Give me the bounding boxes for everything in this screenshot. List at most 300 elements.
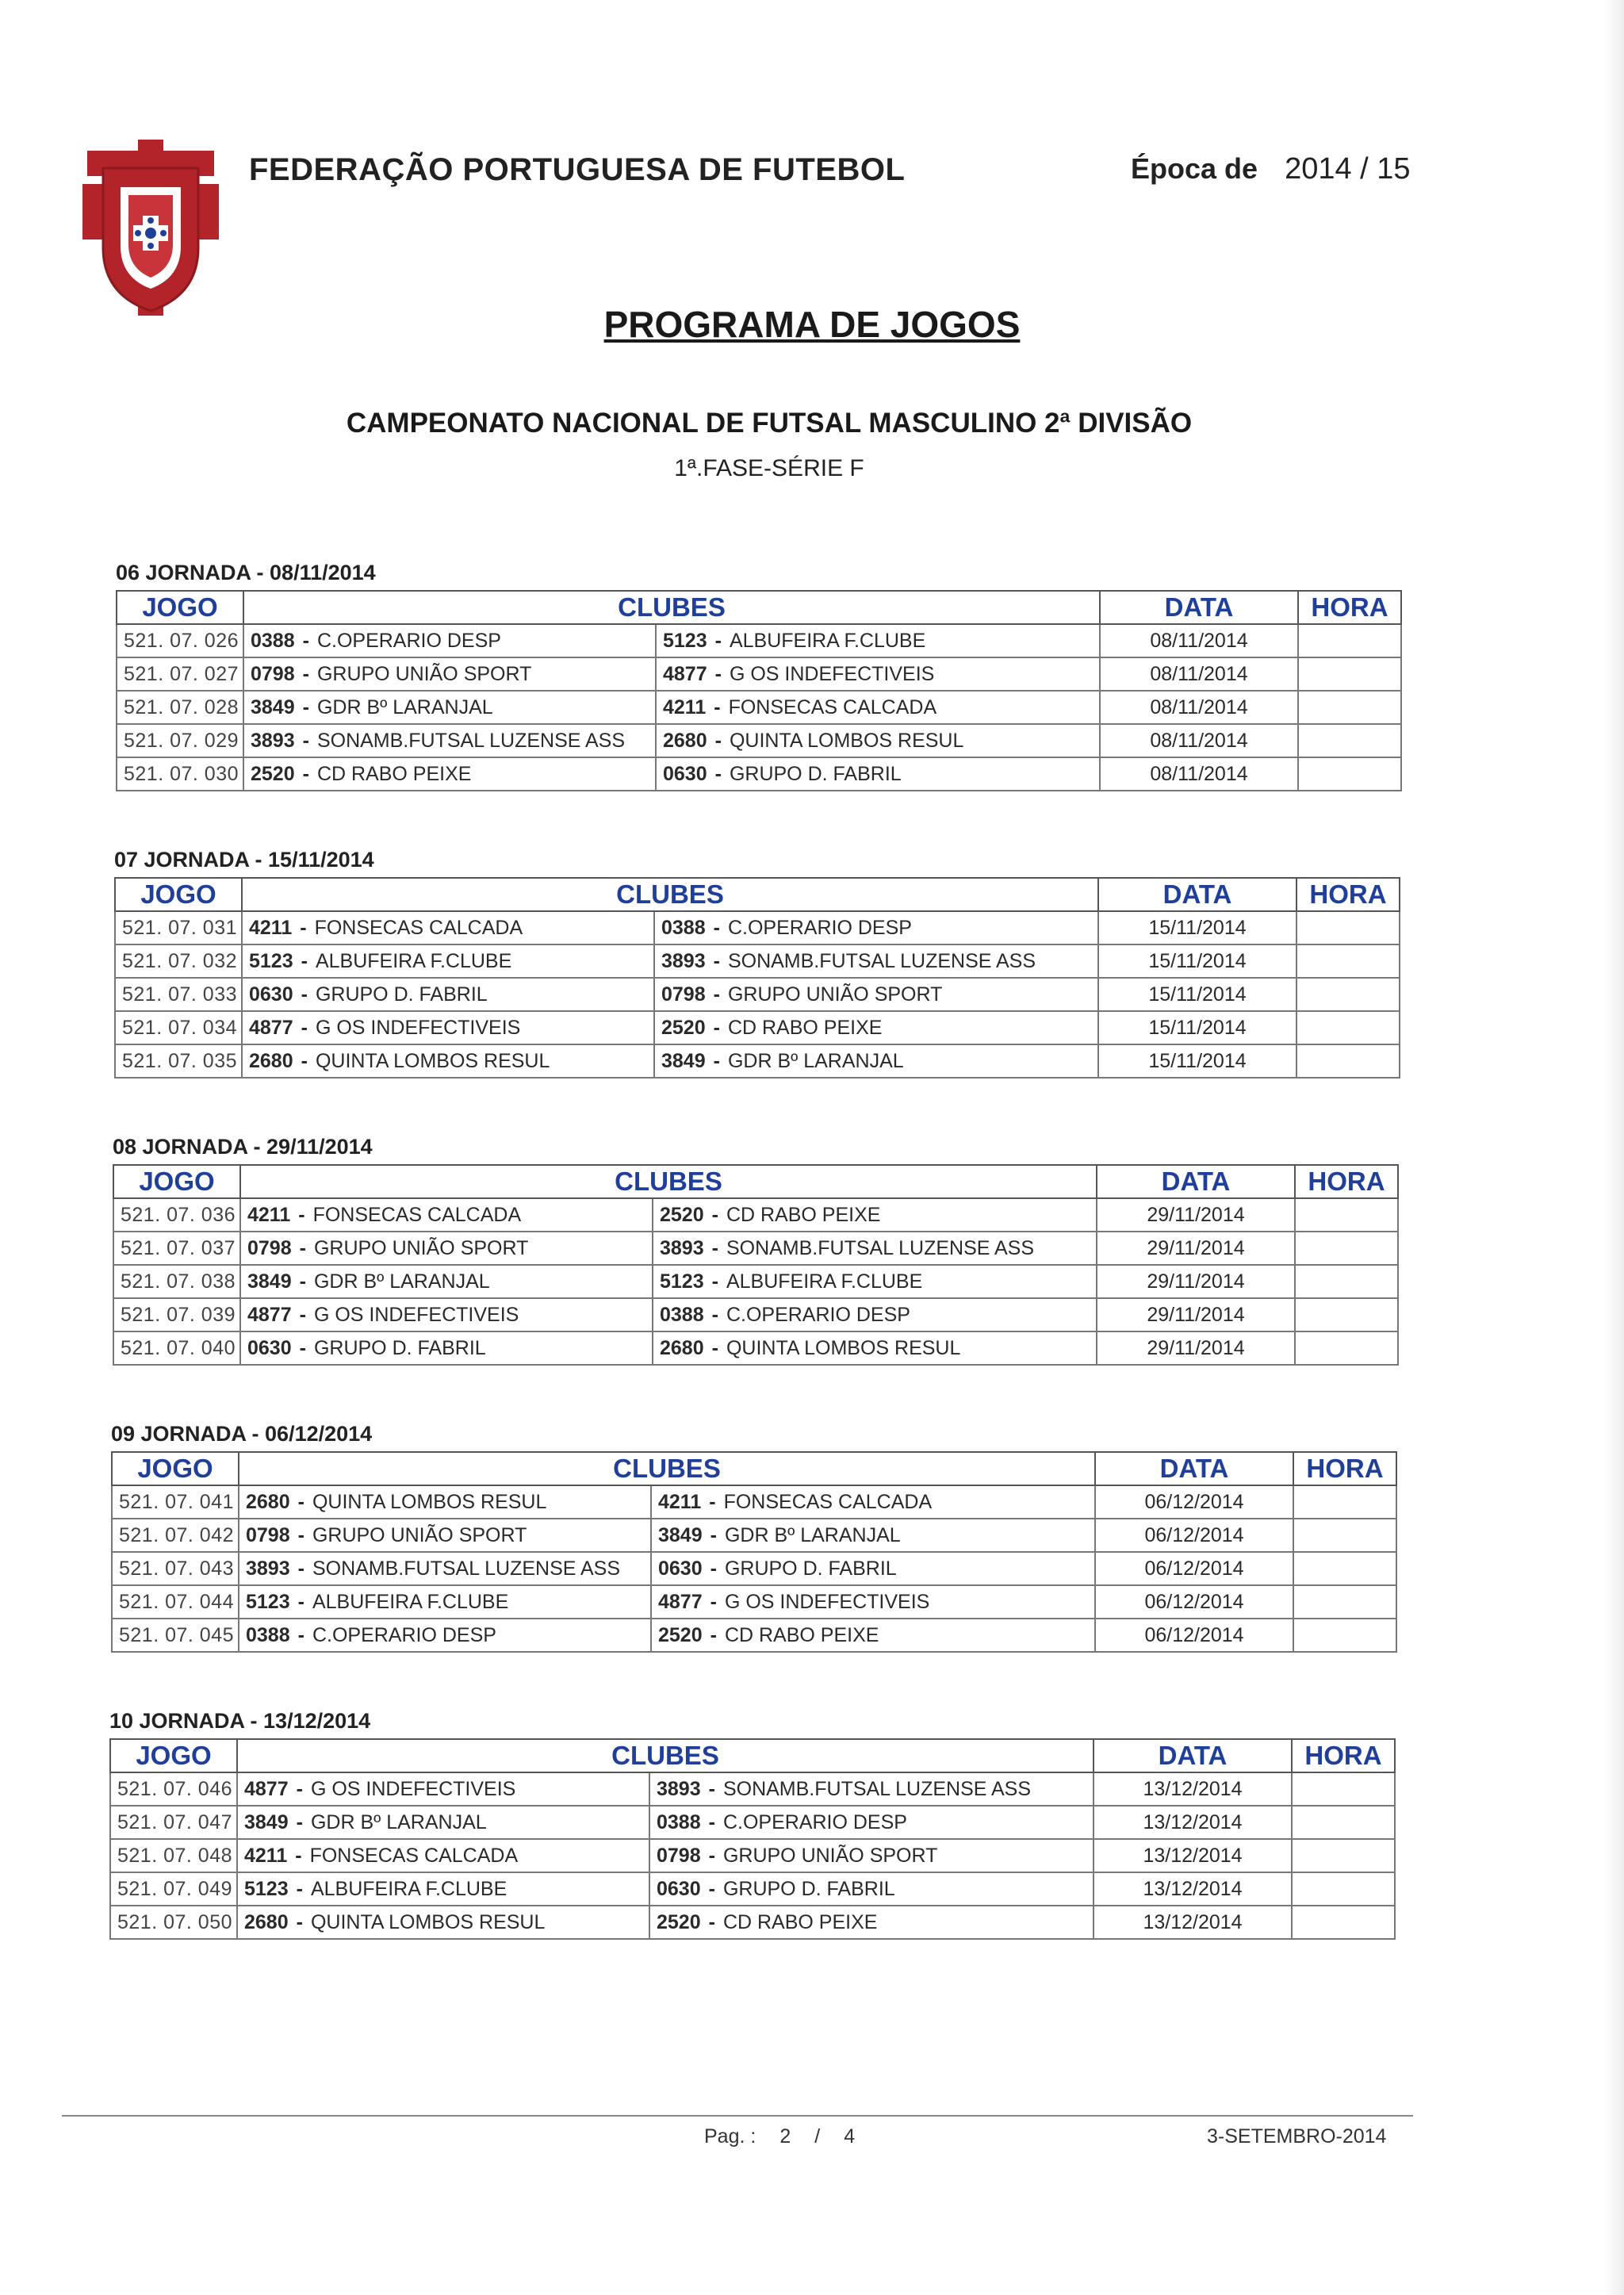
table-row [117,724,1401,757]
home-team-code: 4211 [247,1204,291,1226]
game-time [1295,1331,1398,1365]
home-team-name: QUINTA LOMBOS RESUL [312,1491,547,1513]
game-date: 08/11/2014 [1100,757,1298,791]
away-team-name: CD RABO PEIXE [724,1624,879,1646]
away-team-name: QUINTA LOMBOS RESUL [729,730,964,752]
game-time [1297,1044,1400,1078]
col-header-data: DATA [1098,878,1297,911]
season-label: Época de [1131,152,1258,185]
away-team-cell [654,1011,1098,1044]
home-team-name: GDR Bº LARANJAL [310,1811,487,1833]
home-team-cell [242,1011,654,1044]
away-team-cell [649,1872,1094,1906]
round-heading: 07 JORNADA - 15/11/2014 [114,848,374,872]
home-team-cell [240,1331,653,1365]
season [1131,152,1411,186]
game-time [1293,1519,1396,1552]
home-team-code: 0630 [247,1337,292,1359]
round-section [109,1703,1394,1940]
game-id: 521. 07. 038 [113,1265,240,1298]
game-time [1297,911,1400,944]
away-team-name: GDR Bº LARANJAL [727,1050,904,1072]
game-date: 08/11/2014 [1100,724,1298,757]
home-team-name: FONSECAS CALCADA [312,1204,522,1226]
col-header-clubes: CLUBES [237,1739,1094,1772]
away-team-cell [656,724,1100,757]
dash-separator: - [711,1270,718,1293]
fixtures-table [109,1738,1396,1940]
round-section [116,555,1400,791]
table-row [117,757,1401,791]
home-team-cell [240,1198,653,1232]
home-team-name: GRUPO D. FABRIL [315,983,488,1006]
dash-separator: - [711,1337,718,1359]
away-team-code: 2520 [657,1911,701,1933]
game-id: 521. 07. 039 [113,1298,240,1331]
away-team-code: 0798 [657,1845,701,1867]
game-time [1292,1772,1395,1806]
game-date: 13/12/2014 [1094,1806,1292,1839]
game-time [1297,978,1400,1011]
col-header-jogo: JOGO [117,591,243,624]
home-team-cell [243,657,656,691]
away-team-name: CD RABO PEIXE [722,1911,878,1933]
away-team-name: C.OPERARIO DESP [726,1304,910,1326]
away-team-code: 3893 [657,1778,701,1800]
dash-separator: - [708,1911,715,1933]
away-team-cell [654,944,1098,978]
away-team-code: 2680 [663,730,707,752]
home-team-cell [239,1552,651,1585]
table-row [113,1198,1398,1232]
game-id: 521. 07. 035 [115,1044,242,1078]
game-date: 15/11/2014 [1098,944,1297,978]
game-id: 521. 07. 032 [115,944,242,978]
away-team-cell [654,1044,1098,1078]
away-team-code: 0388 [661,917,706,939]
dash-separator: - [713,1017,720,1039]
dash-separator: - [296,1911,303,1933]
home-team-code: 0630 [249,983,293,1006]
home-team-name: ALBUFEIRA F.CLUBE [310,1878,508,1900]
dash-separator: - [302,763,309,785]
away-team-cell [656,657,1100,691]
away-team-name: SONAMB.FUTSAL LUZENSE ASS [726,1237,1035,1259]
home-team-cell [237,1772,649,1806]
away-team-code: 0388 [657,1811,701,1833]
col-header-hora: HORA [1295,1165,1398,1198]
col-header-hora: HORA [1297,878,1400,911]
game-time [1298,624,1401,657]
home-team-cell [239,1585,651,1619]
dash-separator: - [708,1811,715,1833]
home-team-name: FONSECAS CALCADA [309,1845,519,1867]
away-team-cell [653,1265,1097,1298]
game-id: 521. 07. 046 [110,1772,237,1806]
home-team-name: GRUPO UNIÃO SPORT [316,663,532,685]
home-team-name: GRUPO UNIÃO SPORT [312,1524,527,1546]
col-header-jogo: JOGO [113,1165,240,1198]
away-team-code: 0388 [660,1304,704,1326]
away-team-name: GRUPO UNIÃO SPORT [722,1845,938,1867]
game-id: 521. 07. 041 [112,1485,239,1519]
home-team-code: 4211 [249,917,293,939]
home-team-name: GRUPO D. FABRIL [313,1337,486,1359]
round-heading: 08 JORNADA - 29/11/2014 [113,1135,373,1159]
round-section [114,842,1399,1079]
away-team-code: 4211 [663,696,707,718]
home-team-code: 4211 [244,1845,288,1867]
table-header-row [117,591,1401,624]
round-heading: 06 JORNADA - 08/11/2014 [116,561,376,584]
col-header-hora: HORA [1293,1452,1396,1485]
game-id: 521. 07. 047 [110,1806,237,1839]
away-team-name: G OS INDEFECTIVEIS [729,663,935,685]
game-date: 06/12/2014 [1095,1619,1293,1652]
game-date: 06/12/2014 [1095,1552,1293,1585]
game-date: 29/11/2014 [1097,1198,1295,1232]
home-team-cell [237,1872,649,1906]
dash-separator: - [297,1491,304,1513]
dash-separator: - [301,1050,308,1072]
game-date: 15/11/2014 [1098,978,1297,1011]
home-team-code: 0798 [251,663,295,685]
dash-separator: - [300,917,307,939]
game-time [1295,1232,1398,1265]
game-id: 521. 07. 033 [115,978,242,1011]
game-id: 521. 07. 043 [112,1552,239,1585]
dash-separator: - [711,1204,718,1226]
game-time [1293,1585,1396,1619]
away-team-name: CD RABO PEIXE [727,1017,883,1039]
game-time [1298,691,1401,724]
table-header-row [110,1739,1395,1772]
away-team-code: 0630 [657,1878,701,1900]
dash-separator: - [298,1204,305,1226]
away-team-cell [656,624,1100,657]
game-id: 521. 07. 050 [110,1906,237,1939]
game-date: 29/11/2014 [1097,1331,1295,1365]
home-team-code: 0388 [246,1624,290,1646]
col-header-clubes: CLUBES [243,591,1100,624]
away-team-code: 3849 [658,1524,703,1546]
away-team-cell [649,1906,1094,1939]
home-team-cell [239,1485,651,1519]
home-team-name: QUINTA LOMBOS RESUL [310,1911,546,1933]
table-header-row [112,1452,1396,1485]
away-team-code: 4877 [663,663,707,685]
table-row [110,1772,1395,1806]
table-row [110,1839,1395,1872]
home-team-name: ALBUFEIRA F.CLUBE [315,950,512,972]
away-team-cell [653,1331,1097,1365]
dash-separator: - [714,730,722,752]
competition-name: CAMPEONATO NACIONAL DE FUTSAL MASCULINO 2ª DIVISÃO [346,408,1193,439]
col-header-clubes: CLUBES [239,1452,1095,1485]
home-team-code: 0388 [251,630,295,652]
game-date: 13/12/2014 [1094,1839,1292,1872]
game-date: 13/12/2014 [1094,1772,1292,1806]
away-team-name: GRUPO D. FABRIL [724,1557,897,1580]
game-date: 06/12/2014 [1095,1585,1293,1619]
table-row [115,911,1400,944]
dash-separator: - [713,917,720,939]
table-header-row [113,1165,1398,1198]
home-team-code: 4877 [249,1017,293,1039]
away-team-name: FONSECAS CALCADA [723,1491,933,1513]
home-team-cell [243,757,656,791]
dash-separator: - [709,1491,716,1513]
home-team-code: 5123 [249,950,293,972]
away-team-name: GRUPO D. FABRIL [729,763,902,785]
home-team-code: 3893 [251,730,295,752]
footer-divider [62,2115,1413,2117]
dash-separator: - [713,950,720,972]
game-time [1292,1839,1395,1872]
home-team-name: C.OPERARIO DESP [316,630,501,652]
home-team-name: G OS INDEFECTIVEIS [315,1017,521,1039]
home-team-code: 5123 [246,1591,290,1613]
home-team-name: SONAMB.FUTSAL LUZENSE ASS [312,1557,621,1580]
round-section [111,1416,1396,1653]
away-team-cell [651,1619,1095,1652]
fixtures-table [111,1451,1397,1653]
home-team-cell [239,1519,651,1552]
home-team-name: GDR Bº LARANJAL [313,1270,490,1293]
away-team-name: ALBUFEIRA F.CLUBE [729,630,926,652]
away-team-code: 2520 [658,1624,703,1646]
game-time [1293,1485,1396,1519]
dash-separator: - [710,1524,717,1546]
away-team-name: ALBUFEIRA F.CLUBE [726,1270,923,1293]
away-team-cell [649,1839,1094,1872]
game-date: 29/11/2014 [1097,1232,1295,1265]
away-team-name: C.OPERARIO DESP [722,1811,907,1833]
document-title: PROGRAMA DE JOGOS [603,304,1021,345]
fixtures-table [114,877,1400,1079]
dash-separator: - [714,630,722,652]
round-section [113,1129,1397,1366]
home-team-cell [242,978,654,1011]
game-date: 08/11/2014 [1100,691,1298,724]
game-id: 521. 07. 028 [117,691,243,724]
round-heading: 09 JORNADA - 06/12/2014 [111,1422,373,1446]
col-header-jogo: JOGO [112,1452,239,1485]
home-team-name: C.OPERARIO DESP [312,1624,496,1646]
away-team-code: 5123 [660,1270,704,1293]
game-date: 08/11/2014 [1100,624,1298,657]
away-team-name: QUINTA LOMBOS RESUL [726,1337,961,1359]
dash-separator: - [297,1557,304,1580]
home-team-cell [243,724,656,757]
dash-separator: - [302,630,309,652]
game-time [1293,1552,1396,1585]
table-row [110,1872,1395,1906]
table-row [117,691,1401,724]
home-team-code: 5123 [244,1878,289,1900]
away-team-cell [651,1485,1095,1519]
game-date: 06/12/2014 [1095,1485,1293,1519]
table-row [115,944,1400,978]
away-team-code: 4211 [658,1491,702,1513]
away-team-code: 2680 [660,1337,704,1359]
page-label: Pag. : [704,2125,756,2147]
away-team-code: 0630 [663,763,707,785]
page-total: 4 [844,2125,856,2147]
game-id: 521. 07. 048 [110,1839,237,1872]
dash-separator: - [711,1304,718,1326]
away-team-name: SONAMB.FUTSAL LUZENSE ASS [727,950,1036,972]
game-id: 521. 07. 044 [112,1585,239,1619]
game-id: 521. 07. 029 [117,724,243,757]
table-row [110,1906,1395,1939]
dash-separator: - [708,1778,715,1800]
home-team-code: 3849 [244,1811,289,1833]
home-team-cell [237,1839,649,1872]
dash-separator: - [714,663,722,685]
competition-phase: 1ª.FASE-SÉRIE F [674,455,864,481]
away-team-cell [656,691,1100,724]
home-team-name: FONSECAS CALCADA [314,917,523,939]
home-team-name: SONAMB.FUTSAL LUZENSE ASS [316,730,626,752]
away-team-name: GDR Bº LARANJAL [724,1524,901,1546]
col-header-jogo: JOGO [115,878,242,911]
home-team-code: 3849 [247,1270,292,1293]
away-team-cell [653,1298,1097,1331]
dash-separator: - [713,983,720,1006]
away-team-name: FONSECAS CALCADA [728,696,937,718]
dash-separator: - [714,763,722,785]
game-id: 521. 07. 049 [110,1872,237,1906]
dash-separator: - [302,696,309,718]
home-team-code: 2680 [246,1491,290,1513]
table-row [115,978,1400,1011]
away-team-cell [651,1552,1095,1585]
col-header-hora: HORA [1292,1739,1395,1772]
away-team-name: GRUPO D. FABRIL [722,1878,895,1900]
away-team-name: SONAMB.FUTSAL LUZENSE ASS [722,1778,1032,1800]
game-time [1292,1806,1395,1839]
game-id: 521. 07. 040 [113,1331,240,1365]
away-team-name: C.OPERARIO DESP [727,917,912,939]
home-team-code: 2520 [251,763,295,785]
table-row [112,1485,1396,1519]
home-team-name: ALBUFEIRA F.CLUBE [312,1591,509,1613]
away-team-cell [656,757,1100,791]
away-team-code: 2520 [661,1017,706,1039]
dash-separator: - [714,696,721,718]
dash-separator: - [301,1017,308,1039]
home-team-code: 3849 [251,696,295,718]
dash-separator: - [708,1878,715,1900]
away-team-cell [653,1232,1097,1265]
home-team-cell [240,1232,653,1265]
home-team-code: 2680 [249,1050,293,1072]
game-time [1295,1298,1398,1331]
away-team-cell [651,1585,1095,1619]
col-header-hora: HORA [1298,591,1401,624]
game-id: 521. 07. 026 [117,624,243,657]
game-id: 521. 07. 030 [117,757,243,791]
page-number [704,2125,879,2148]
game-id: 521. 07. 034 [115,1011,242,1044]
fixtures-table [113,1164,1399,1366]
home-team-code: 2680 [244,1911,289,1933]
col-header-data: DATA [1095,1452,1293,1485]
dash-separator: - [296,1878,303,1900]
home-team-cell [242,1044,654,1078]
home-team-name: QUINTA LOMBOS RESUL [315,1050,550,1072]
fixtures-table [116,590,1402,791]
game-date: 15/11/2014 [1098,1044,1297,1078]
table-row [112,1519,1396,1552]
game-time [1292,1906,1395,1939]
game-time [1292,1872,1395,1906]
round-heading: 10 JORNADA - 13/12/2014 [109,1709,371,1733]
away-team-code: 3893 [661,950,706,972]
game-date: 29/11/2014 [1097,1265,1295,1298]
table-row [113,1232,1398,1265]
table-row [112,1619,1396,1652]
table-row [115,1044,1400,1078]
home-team-name: GRUPO UNIÃO SPORT [313,1237,529,1259]
dash-separator: - [295,1845,302,1867]
game-time [1295,1198,1398,1232]
col-header-data: DATA [1094,1739,1292,1772]
dash-separator: - [710,1557,717,1580]
col-header-clubes: CLUBES [240,1165,1097,1198]
dash-separator: - [299,1304,306,1326]
game-time [1298,724,1401,757]
game-id: 521. 07. 031 [115,911,242,944]
game-date: 13/12/2014 [1094,1906,1292,1939]
game-id: 521. 07. 037 [113,1232,240,1265]
dash-separator: - [297,1624,304,1646]
away-team-name: GRUPO UNIÃO SPORT [727,983,943,1006]
dash-separator: - [297,1524,304,1546]
table-row [117,657,1401,691]
game-date: 15/11/2014 [1098,911,1297,944]
dash-separator: - [710,1591,717,1613]
home-team-cell [243,624,656,657]
game-id: 521. 07. 027 [117,657,243,691]
dash-separator: - [708,1845,715,1867]
col-header-jogo: JOGO [110,1739,237,1772]
game-id: 521. 07. 036 [113,1198,240,1232]
col-header-clubes: CLUBES [242,878,1098,911]
away-team-code: 0798 [661,983,706,1006]
home-team-name: CD RABO PEIXE [316,763,472,785]
away-team-cell [649,1806,1094,1839]
table-row [113,1265,1398,1298]
table-row [113,1331,1398,1365]
game-time [1298,757,1401,791]
away-team-code: 3849 [661,1050,706,1072]
dash-separator: - [711,1237,718,1259]
season-value: 2014 / 15 [1285,152,1411,186]
game-time [1297,944,1400,978]
home-team-name: G OS INDEFECTIVEIS [310,1778,516,1800]
away-team-name: G OS INDEFECTIVEIS [724,1591,930,1613]
page-separator: / [814,2125,821,2147]
dash-separator: - [297,1591,304,1613]
home-team-cell [240,1265,653,1298]
home-team-cell [243,691,656,724]
away-team-code: 3893 [660,1237,704,1259]
away-team-code: 2520 [660,1204,704,1226]
home-team-code: 4877 [247,1304,292,1326]
away-team-cell [649,1772,1094,1806]
